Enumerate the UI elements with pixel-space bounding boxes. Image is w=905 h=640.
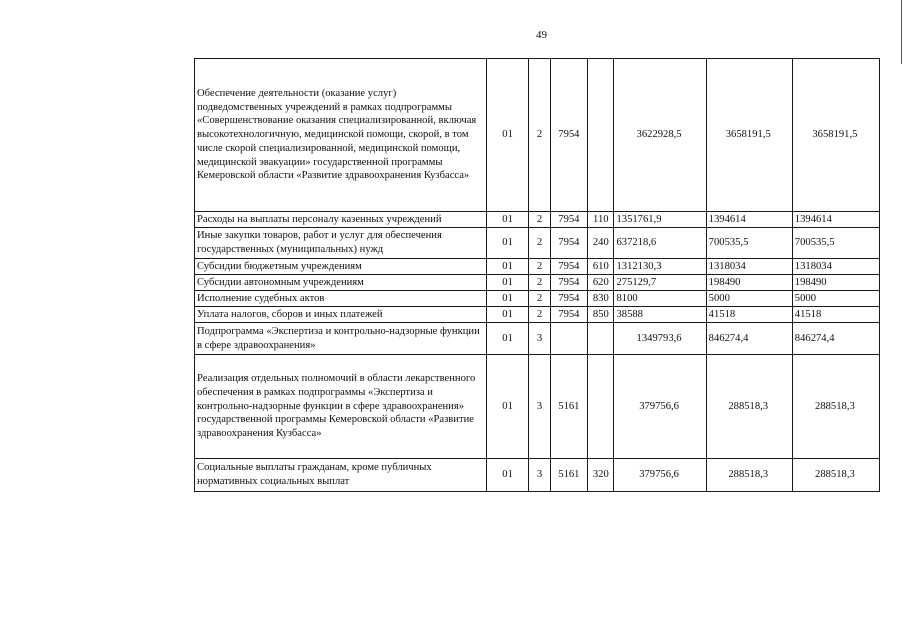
table-row bbox=[195, 355, 880, 459]
row-name: Обеспечение деятельности (оказание услуг) подведомственных учреждений в рамках подпрограммы «Совершенствование оказания специализированной, включая высокотехнологичную, медицинской помощи, скорой, в том числе скорой специализированной, медицинской помощи, медицинской эвакуации» государственной программы Кемеровской области «Развитие здравоохранения Кузбасса» bbox=[195, 59, 487, 212]
amount-year1: 379756,6 bbox=[614, 459, 706, 492]
table-row bbox=[195, 59, 880, 212]
target-code: 7954 bbox=[550, 59, 587, 212]
section-code: 01 bbox=[486, 307, 529, 323]
target-code: 5161 bbox=[550, 355, 587, 459]
subprogram-code: 2 bbox=[529, 59, 550, 212]
table-row bbox=[195, 228, 880, 259]
section-code: 01 bbox=[486, 212, 529, 228]
amount-year1: 1312130,3 bbox=[614, 259, 706, 275]
subprogram-code: 2 bbox=[529, 291, 550, 307]
amount-year3: 1394614 bbox=[792, 212, 879, 228]
row-name: Подпрограмма «Экспертиза и контрольно-надзорные функции в сфере здравоохранения» bbox=[195, 323, 487, 355]
row-name: Уплата налогов, сборов и иных платежей bbox=[195, 307, 487, 323]
expense-type-code bbox=[588, 355, 614, 459]
amount-year2: 41518 bbox=[706, 307, 792, 323]
row-name: Субсидии бюджетным учреждениям bbox=[195, 259, 487, 275]
amount-year3: 700535,5 bbox=[792, 228, 879, 259]
amount-year1: 3622928,5 bbox=[614, 59, 706, 212]
amount-year3: 288518,3 bbox=[792, 459, 879, 492]
table-row bbox=[195, 275, 880, 291]
target-code: 7954 bbox=[550, 291, 587, 307]
subprogram-code: 2 bbox=[529, 212, 550, 228]
section-code: 01 bbox=[486, 291, 529, 307]
target-code: 7954 bbox=[550, 212, 587, 228]
expense-type-code: 240 bbox=[588, 228, 614, 259]
subprogram-code: 3 bbox=[529, 323, 550, 355]
subprogram-code: 3 bbox=[529, 459, 550, 492]
amount-year3: 198490 bbox=[792, 275, 879, 291]
expense-type-code: 830 bbox=[588, 291, 614, 307]
amount-year3: 1318034 bbox=[792, 259, 879, 275]
section-code: 01 bbox=[486, 59, 529, 212]
subprogram-code: 2 bbox=[529, 259, 550, 275]
expense-type-code bbox=[588, 59, 614, 212]
section-code: 01 bbox=[486, 275, 529, 291]
subprogram-code: 2 bbox=[529, 275, 550, 291]
page-edge-line bbox=[901, 0, 902, 64]
amount-year2: 5000 bbox=[706, 291, 792, 307]
expense-type-code bbox=[588, 323, 614, 355]
target-code bbox=[550, 323, 587, 355]
expense-type-code: 620 bbox=[588, 275, 614, 291]
row-name: Расходы на выплаты персоналу казенных учреждений bbox=[195, 212, 487, 228]
expense-type-code: 850 bbox=[588, 307, 614, 323]
amount-year2: 1318034 bbox=[706, 259, 792, 275]
table-row bbox=[195, 291, 880, 307]
amount-year2: 1394614 bbox=[706, 212, 792, 228]
page-number: 49 bbox=[536, 29, 547, 41]
amount-year2: 288518,3 bbox=[706, 355, 792, 459]
subprogram-code: 3 bbox=[529, 355, 550, 459]
row-name: Социальные выплаты гражданам, кроме публичных нормативных социальных выплат bbox=[195, 459, 487, 492]
expense-type-code: 110 bbox=[588, 212, 614, 228]
subprogram-code: 2 bbox=[529, 307, 550, 323]
section-code: 01 bbox=[486, 228, 529, 259]
amount-year3: 288518,3 bbox=[792, 355, 879, 459]
budget-table bbox=[194, 58, 880, 492]
amount-year1: 275129,7 bbox=[614, 275, 706, 291]
expense-type-code: 320 bbox=[588, 459, 614, 492]
row-name: Реализация отдельных полномочий в области лекарственного обеспечения в рамках подпрограммы «Экспертиза и контрольно-надзорные функции в сфере здравоохранения» государственной программы Кемеровской области «Развитие здравоохранения Кузбасса» bbox=[195, 355, 487, 459]
amount-year2: 198490 bbox=[706, 275, 792, 291]
amount-year1: 38588 bbox=[614, 307, 706, 323]
amount-year2: 846274,4 bbox=[706, 323, 792, 355]
section-code: 01 bbox=[486, 259, 529, 275]
target-code: 7954 bbox=[550, 275, 587, 291]
amount-year3: 5000 bbox=[792, 291, 879, 307]
table-row bbox=[195, 307, 880, 323]
row-name: Исполнение судебных актов bbox=[195, 291, 487, 307]
target-code: 5161 bbox=[550, 459, 587, 492]
row-name: Субсидии автономным учреждениям bbox=[195, 275, 487, 291]
table-row bbox=[195, 323, 880, 355]
amount-year1: 379756,6 bbox=[614, 355, 706, 459]
target-code: 7954 bbox=[550, 307, 587, 323]
target-code: 7954 bbox=[550, 259, 587, 275]
amount-year1: 637218,6 bbox=[614, 228, 706, 259]
table-row bbox=[195, 259, 880, 275]
amount-year2: 288518,3 bbox=[706, 459, 792, 492]
expense-type-code: 610 bbox=[588, 259, 614, 275]
table-row bbox=[195, 459, 880, 492]
section-code: 01 bbox=[486, 459, 529, 492]
amount-year1: 8100 bbox=[614, 291, 706, 307]
amount-year1: 1351761,9 bbox=[614, 212, 706, 228]
subprogram-code: 2 bbox=[529, 228, 550, 259]
section-code: 01 bbox=[486, 355, 529, 459]
amount-year3: 41518 bbox=[792, 307, 879, 323]
row-name: Иные закупки товаров, работ и услуг для обеспечения государственных (муниципальных) нужд bbox=[195, 228, 487, 259]
target-code: 7954 bbox=[550, 228, 587, 259]
section-code: 01 bbox=[486, 323, 529, 355]
amount-year2: 700535,5 bbox=[706, 228, 792, 259]
table-row bbox=[195, 212, 880, 228]
amount-year2: 3658191,5 bbox=[706, 59, 792, 212]
amount-year3: 3658191,5 bbox=[792, 59, 879, 212]
amount-year3: 846274,4 bbox=[792, 323, 879, 355]
amount-year1: 1349793,6 bbox=[614, 323, 706, 355]
